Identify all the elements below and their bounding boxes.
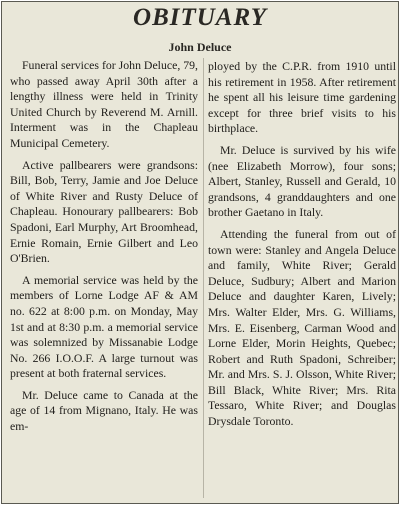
paragraph-pallbearers: Active pallbearers were grandsons: Bill, Bob, Terry, Jamie and Joe Deluce of White River and Rusty Deluce of Chapleau. Honourary pallbearers: Bob Spadoni, Earl Murphy, Art Broomhead, Ernie Romain, Ernie Gilbert and Leo O'Brien. bbox=[10, 157, 198, 266]
paragraph-survivors: Mr. Deluce is survived by his wife (nee Elizabeth Morrow), four sons; Albert, Stanley, Russell and Gerald, 10 grandsons, 4 granddaughters and one brother Gaetano in Italy. bbox=[208, 142, 396, 220]
newspaper-clipping bbox=[1, 1, 399, 504]
right-column bbox=[208, 59, 396, 430]
deceased-name: John Deluce bbox=[168, 40, 232, 54]
paragraph-attendees: Attending the funeral from out of town were: Stanley and Angela Deluce and family, White River; Gerald Deluce, Sudbury; Albert and Marion Deluce and daughter Karen, Lively; Mrs. Walter Elder, Mrs. G. Williams, Mrs. E. Eisenberg, Carman Wood and Lorne Elder, Morin Heights, Quebec; Robert and Ruth Spadoni, Schreiber; Mr. and Mrs. S. J. Olsson, White River; Bill Black, White River; Mrs. Rita Tessaro, White River; and Douglas Drysdale Toronto. bbox=[208, 226, 396, 429]
paragraph-biography-start: Mr. Deluce came to Canada at the age of 14 from Mignano, Italy. He was em- bbox=[10, 387, 198, 434]
paragraph-memorial-service: A memorial service was held by the members of Lorne Lodge AF & AM no. 622 at 8:00 p.m. on Monday, May 1st and at 8:30 p.m. a memorial service was solemnized by Missanabie Lodge No. 266 I.O.O.F. A large turnout was present at both fraternal services. bbox=[10, 272, 198, 381]
column-divider bbox=[203, 58, 204, 498]
paragraph-biography-continued: ployed by the C.P.R. from 1910 until his retirement in 1958. After retirement he spent all his leisure time gardening except for three brief visits to his birthplace. bbox=[208, 59, 396, 136]
left-column bbox=[10, 58, 198, 435]
paragraph-funeral-services: Funeral services for John Deluce, 79, who passed away April 30th after a lengthy illness were held in Trinity United Church by Reverend M. Arnill. Interment was in the Chapleau Municipal Cemetery. bbox=[10, 58, 198, 150]
section-heading: OBITUARY bbox=[133, 4, 267, 31]
